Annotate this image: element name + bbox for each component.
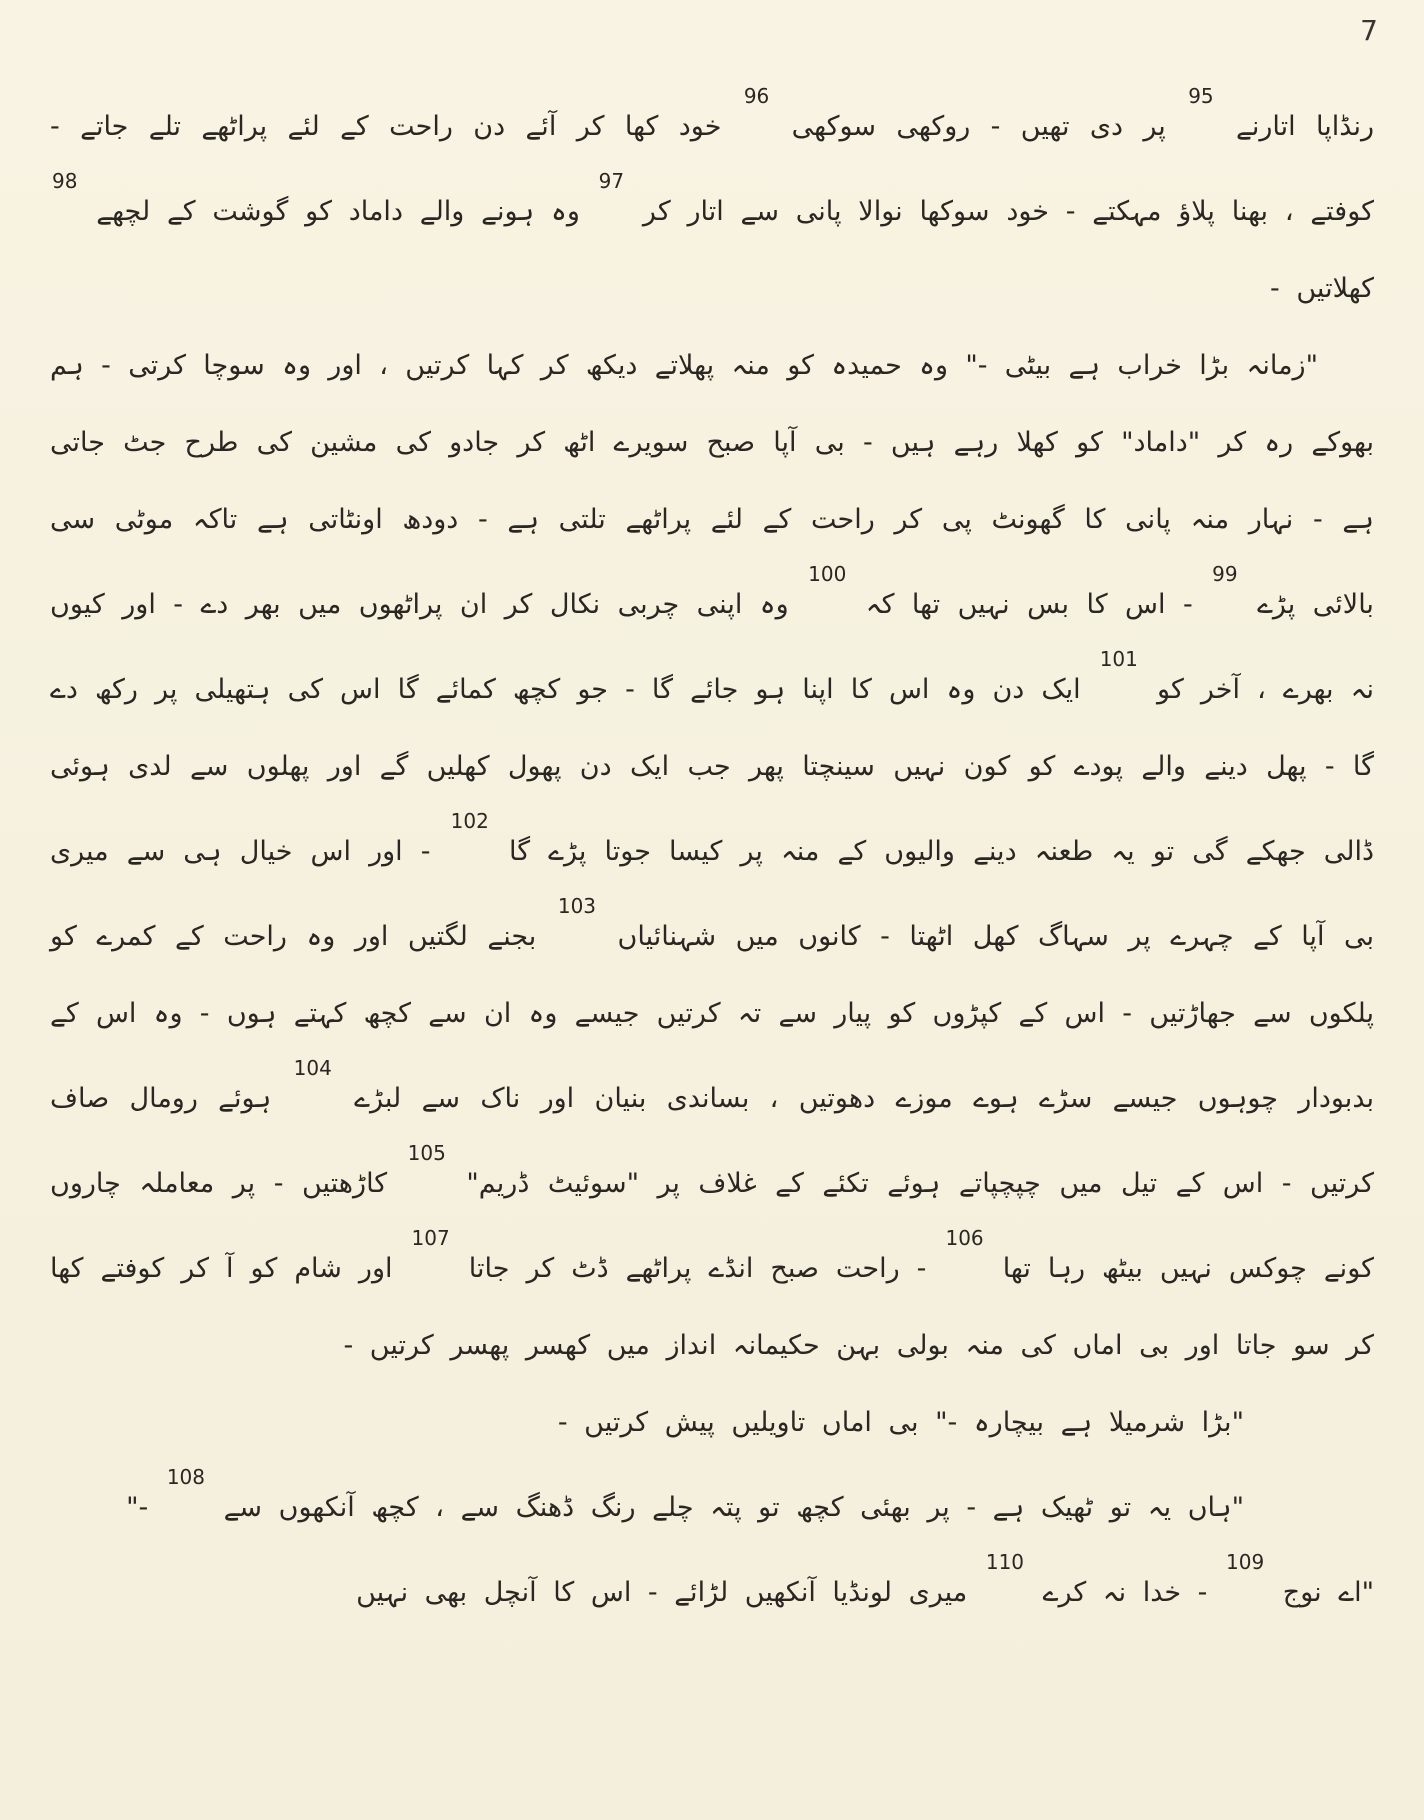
paragraph-1 [50, 80, 1374, 327]
text-segment: "بڑا شرمیلا ہے بیچارہ -" بی اماں تاویلیں پیش کرتیں - [557, 1407, 1244, 1438]
page-number: 7 [1360, 14, 1378, 47]
text-segment: - راحت صبح انڈے پراٹھے ڈٹ کر جاتا [468, 1253, 927, 1284]
paragraph-3 [50, 1384, 1374, 1461]
text-segment: کاڑھتیں - پر معاملہ چاروں کونے چوکس نہیں بیٹھ رہا تھا [50, 1168, 1375, 1284]
text-segment: وہ اپنی چربی نکال کر ان پراٹھوں میں بھر دے - اور کیوں نہ بھرے ، آخر کو [50, 589, 1374, 705]
text-segment: پر دی تھیں - روکھی سوکھی [791, 111, 1166, 142]
text-segment: "زمانہ بڑا خراب ہے بیٹی -" وہ حمیدہ کو منہ پھلاتے دیکھ کر کہا کرتیں ، اور وہ سوچا کرتی - ہم بھوکے رہ کر "داماد" کو کھلا رہے ہیں - بی آپا صبح سویرے اٹھ کر جادو کی مشین کی طرح جٹ جاتی ہے - نہار منہ پانی کا گھونٹ پی کر راحت کے لئے پراٹھے تلتی ہے - دودھ اونٹاتی ہے تاکہ موٹی سی بالائی پڑے [50, 350, 1374, 620]
footnote-marker: 99 [1212, 562, 1238, 586]
footnote-marker: 106 [945, 1226, 984, 1250]
paragraph-2 [50, 327, 1374, 1384]
footnote-marker: 103 [557, 894, 597, 918]
footnote-marker: 107 [411, 1226, 450, 1250]
footnote-marker: 96 [743, 84, 770, 108]
text-segment: - خدا نہ کرے [1042, 1577, 1208, 1608]
footnote-marker: 108 [166, 1465, 206, 1489]
text-segment: "اے نوج [1282, 1577, 1374, 1608]
text-segment: اور شام کو آ کر کوفتے کھا کر سو جاتا اور بی اماں کی منہ بولی بہن حکیمانہ انداز میں کھسر پھسر کرتیں - [50, 1253, 1374, 1361]
text-segment: میری لونڈیا آنکھیں لڑائے - اس کا آنچل بھی نہیں [356, 1577, 968, 1608]
footnote-marker: 101 [1099, 647, 1138, 671]
paragraph-4 [50, 1461, 1374, 1546]
text-segment: "ہاں یہ تو ٹھیک ہے - پر بھئی کچھ تو پتہ چلے رنگ ڈھنگ سے ، کچھ آنکھوں سے [223, 1492, 1244, 1523]
text-segment: رنڈاپا اتارنے [1236, 111, 1374, 142]
footnote-marker: 104 [293, 1056, 332, 1080]
text-segment: ایک دن وہ اس کا اپنا ہو جائے گا - جو کچھ کمائے گا اس کی ہتھیلی پر رکھ دے گا - پھل دینے والے پودے کو کون نہیں سینچتا پھر جب ایک دن پھول کھلیں گے اور پھلوں سے لدی ہوئی ڈالی جھکے گی تو یہ طعنہ دینے والیوں کے منہ پر کیسا جوتا پڑے گا [50, 674, 1375, 867]
footnote-marker: 95 [1188, 84, 1214, 108]
text-segment: خود کھا کر آئے دن راحت کے لئے پراٹھے تلے جاتے - کوفتے ، بھنا پلاؤ مہکتے - خود سوکھا نوالا پانی سے اتار کر [50, 111, 1374, 227]
footnote-marker: 100 [808, 562, 847, 586]
footnote-marker: 98 [52, 169, 78, 193]
text-segment: بجنے لگتیں اور وہ راحت کے کمرے کو پلکوں سے جھاڑتیں - اس کے کپڑوں کو پیار سے تہ کرتیں جیسے وہ ان سے کچھ کہتے ہوں - وہ اس کے بدبودار چوہوں جیسے سڑے ہوے موزے دھوتیں ، بساندی بنیان اور ناک سے لبڑے [50, 921, 1375, 1114]
text-segment: کھلاتیں - [1270, 273, 1374, 304]
footnote-marker: 109 [1226, 1550, 1265, 1574]
text-segment: - اس کا بس نہیں تھا کہ [865, 589, 1193, 620]
text-segment: -" [126, 1492, 149, 1523]
text-segment: وہ ہونے والے داماد کو گوشت کے لچھے [96, 196, 580, 227]
paragraph-5 [50, 1546, 1374, 1631]
footnote-marker: 110 [985, 1550, 1025, 1574]
footnote-marker: 102 [450, 809, 489, 833]
text-segment: ہوئے رومال صاف کرتیں - اس کے تیل میں چپچپاتے ہوئے تکئے کے غلاف پر "سوئیٹ ڈریم" [50, 1083, 1374, 1199]
footnote-marker: 105 [407, 1141, 446, 1165]
footnote-marker: 97 [598, 169, 625, 193]
document-body [50, 80, 1374, 1631]
text-segment: - اور اس خیال ہی سے میری بی آپا کے چہرے پر سہاگ کھل اٹھتا - کانوں میں شہنائیاں [50, 836, 1374, 952]
